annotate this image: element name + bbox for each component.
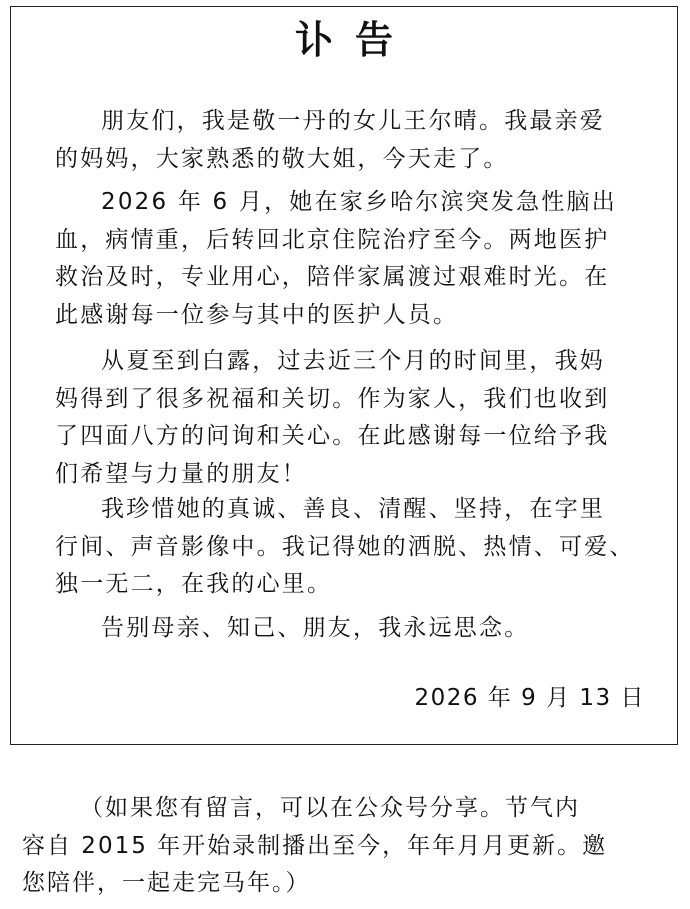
text-line: 行间、声音影像中。我记得她的洒脱、热情、可爱、 [55, 533, 635, 560]
text-line: 朋友们，我是敬一丹的女儿王尔晴。我最亲爱 [101, 108, 605, 134]
obituary-notice [10, 6, 678, 745]
text-line: 告别母亲、知己、朋友，我永远思念。 [101, 615, 530, 641]
watermark [532, 881, 682, 903]
paragraph-3 [55, 343, 653, 493]
text-line: 了四面八方的问询和关心。在此感谢每一位给予我 [55, 423, 610, 449]
text-line: 此感谢每一位参与其中的医护人员。 [55, 301, 459, 328]
footer-line: 您陪伴，一起走完马年。） [22, 870, 311, 896]
paragraph-1 [55, 103, 653, 178]
text-line: 血，病情重，后转回北京住院治疗至今。两地医护 [55, 226, 610, 253]
text-line: 的妈妈，大家熟悉的敬大姐，今天走了。 [55, 145, 509, 172]
notice-title: 讣告 [294, 17, 415, 62]
notice-date: 2026 年 9 月 13 日 [414, 685, 645, 711]
text-line: 独一无二，在我的心里。 [55, 571, 333, 597]
footer-line: 容自 2015 年开始录制播出至今，年年月月更新。邀 [22, 832, 608, 859]
paragraph-2 [55, 184, 653, 334]
text-line: 我珍惜她的真诚、善良、清醒、坚持，在字里 [101, 496, 605, 522]
text-line: 们希望与力量的朋友！ [55, 460, 307, 487]
footer-line: （如果您有留言，可以在公众号分享。节气内 [80, 795, 580, 821]
text-line: 从夏至到白露，过去近三个月的时间里，我妈 [101, 348, 605, 374]
text-line: 妈得到了很多祝福和关切。作为家人，我们也收到 [55, 385, 610, 412]
paragraph-5 [55, 610, 653, 648]
paragraph-4 [55, 491, 653, 604]
text-line: 2026 年 6 月，她在家乡哈尔滨突发急性脑出 [101, 189, 617, 215]
text-line: 救治及时，专业用心，陪伴家属渡过艰难时光。在 [55, 264, 610, 290]
